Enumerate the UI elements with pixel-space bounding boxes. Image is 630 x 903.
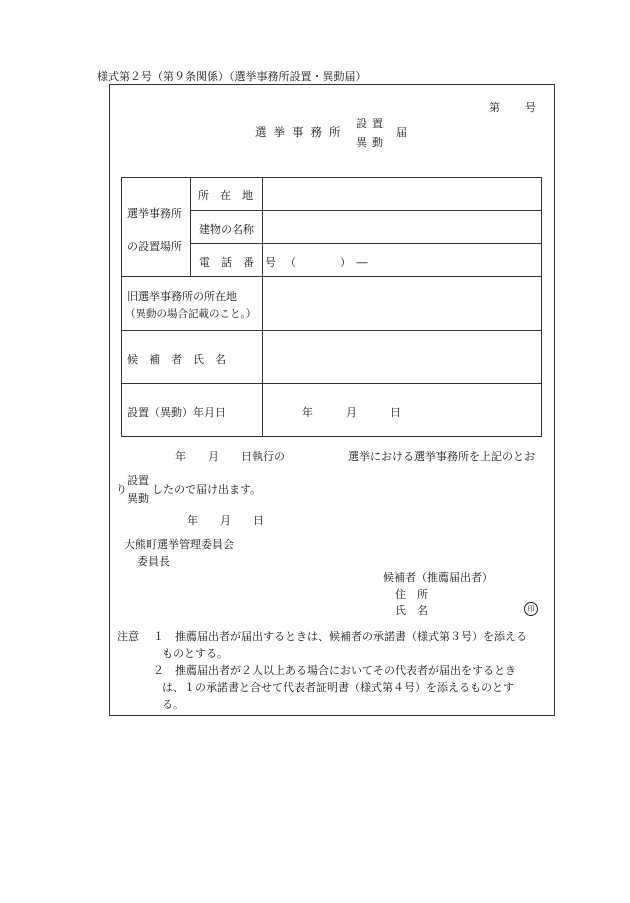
body-option-change: 異動 [127, 492, 149, 505]
group-label: の設置場所 [127, 240, 182, 253]
row-divider [121, 276, 542, 277]
notes-heading: 注意 [117, 630, 139, 643]
date-label: 設置（異動）年月日 [127, 406, 226, 419]
title-suffix: 届 [396, 126, 407, 139]
form-title: 選挙事務所 [255, 125, 348, 139]
row-divider [190, 243, 541, 244]
row-divider [190, 210, 541, 211]
title-option-change: 異動 [356, 136, 388, 149]
row-divider [121, 383, 542, 384]
name-label: 氏 名 [395, 604, 428, 617]
note-1-text: 推薦届出者が届出するときは、候補者の承諾書（様式第３号）を添える [175, 630, 527, 643]
addressee: 大熊町選挙管理委員会 [124, 538, 234, 551]
number-suffix: 号 [525, 101, 536, 114]
note-1-text-cont: ものとする。 [162, 647, 228, 660]
seal-icon: 印 [524, 601, 538, 616]
candidate-name-label: 候 補 者 氏 名 [127, 353, 226, 366]
address-label: 住 所 [395, 588, 428, 601]
old-location-label: 旧選挙事務所の所在地 [127, 290, 237, 303]
column-divider [190, 177, 191, 277]
body-option-setup: 設置 [127, 474, 149, 487]
body-line-1: 年 月 日執行の [175, 450, 285, 463]
note-2-number: ２ [153, 664, 164, 677]
phone-label: 電 話 番 号 [199, 256, 276, 269]
note-2-text: 推薦届出者が２人以上ある場合においてその代表者が届出をするとき [175, 664, 516, 677]
number-label: 第 [489, 101, 500, 114]
submission-date[interactable]: 年 月 日 [187, 514, 264, 527]
note-1-number: １ [153, 630, 164, 643]
location-label: 所 在 地 [198, 189, 253, 202]
body-line-1b: 選挙における選挙事務所を上記のとお [348, 450, 535, 463]
form-reference: 様式第２号（第９条関係）（選挙事務所設置・異動届） [97, 70, 367, 83]
note-2-text-cont: は、１の承諾書と合せて代表者証明書（様式第４号）を添えるものとす [162, 681, 514, 694]
addressee-title: 委員長 [137, 555, 170, 568]
row-divider [121, 330, 542, 331]
body-line-2-suffix: したので届け出ます。 [152, 483, 262, 496]
old-location-note: （異動の場合記載のこと。） [125, 308, 257, 320]
note-2-text-end: る。 [162, 698, 184, 711]
group-label: 選挙事務所 [127, 207, 182, 220]
building-label: 建物の名称 [199, 223, 254, 236]
signer-role: 候補者（推薦届出者） [383, 571, 493, 584]
title-option-setup: 設置 [356, 117, 388, 130]
column-divider [262, 177, 263, 437]
phone-field[interactable]: （ ） ― [285, 256, 368, 269]
body-line-2-prefix: り [116, 483, 127, 496]
date-field[interactable]: 年 月 日 [302, 406, 401, 419]
